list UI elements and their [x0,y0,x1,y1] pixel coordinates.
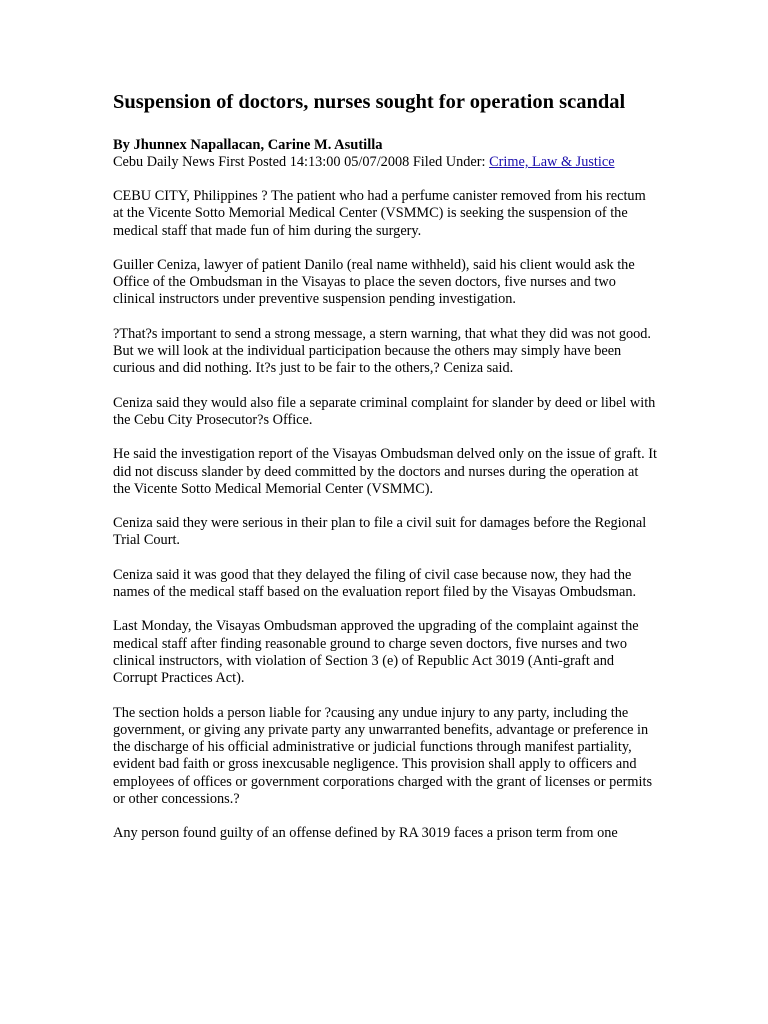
article-byline: By Jhunnex Napallacan, Carine M. Asutilla [113,137,383,153]
paragraph-4: Ceniza said they would also file a separate criminal complaint for slander by deed or libel with the Cebu City Prosecutor?s Office. [113,394,656,428]
paragraph-6: Ceniza said they were serious in their plan to file a civil suit for damages before the Regional Trial Court. [113,515,647,549]
paragraph-10: Any person found guilty of an offense defined by RA 3019 faces a prison term from one [113,825,618,842]
paragraph-9: The section holds a person liable for ?causing any undue injury to any party, including the government, or giving any private party any unwarranted benefits, advantage or preference in the discharge of his official administrative or judicial functions through manifest partiality, evident bad faith or gross inexcusable negligence. This provision shall apply to officers and employees of offices or government corporations charged with the grant of licenses or permits or other concessions.? [113,704,653,808]
meta-text: Cebu Daily News First Posted 14:13:00 05/07/2008 Filed Under: [113,154,490,170]
article-title: Suspension of doctors, nurses sought for operation scandal [113,91,626,113]
paragraph-2: Guiller Ceniza, lawyer of patient Danilo (real name withheld), said his client would ask the Office of the Ombudsman in the Visayas to place the seven doctors, five nurses and two clinical instructors under preventive suspension pending investigation. [113,256,635,308]
paragraph-1: CEBU CITY, Philippines ? The patient who had a perfume canister removed from his rectum at the Vicente Sotto Memorial Medical Center (VSMMC) is seeking the suspension of the medical staff that made fun of him during the surgery. [113,188,646,239]
paragraph-8: Last Monday, the Visayas Ombudsman approved the upgrading of the complaint against the medical staff after finding reasonable ground to charge seven doctors, five nurses and two clinical instructors, with violation of Section 3 (e) of Republic Act 3019 (Anti-graft and Corrupt Practices Act). [113,618,639,687]
paragraph-5: He said the investigation report of the Visayas Ombudsman delved only on the issue of graft. It did not discuss slander by deed committed by the doctors and nurses during the operation at the Vicente Sotto Medical Memorial Center (VSMMC). [113,446,658,497]
category-link[interactable]: Crime, Law & Justice [489,154,615,170]
paragraph-7: Ceniza said it was good that they delayed the filing of civil case because now, they had the names of the medical staff based on the evaluation report filed by the Visayas Ombudsman. [113,566,637,601]
paragraph-3: ?That?s important to send a strong message, a stern warning, that what they did was not good. But we will look at the individual participation because the others may simply have been curious and did nothing. It?s just to be fair to the others,? Ceniza said. [113,325,651,377]
article-meta [113,154,668,171]
